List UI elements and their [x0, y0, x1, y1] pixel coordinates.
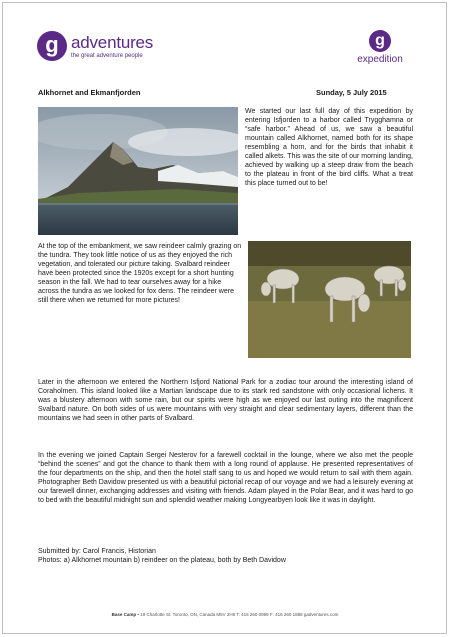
paragraph-reindeer: At the top of the embankment, we saw reindeer calmly grazing on the tundra. They took little notice of us as they enjoyed the rich vegetation, and tolerated our picture taking. Svalbard reindeer have been protected since the 1920s except for a short hunting season in the fall. We had to tear ourselves away for a hike across the tundra as we looked for fox dens. The reindeer were still there when we returned for more pictures! — [38, 243, 242, 304]
submitted-by: Submitted by: Carol Francis, Historian — [38, 548, 156, 555]
expedition-logo — [350, 30, 410, 65]
alkhornet-mountain-photo — [38, 107, 238, 235]
brand-name: adventures — [71, 32, 154, 52]
paragraph-farewell-evening: In the evening we joined Captain Sergei Nesterov for a farewell cocktail in the lounge, where we also met the people “behind the scenes” and got the chance to thank them with a long round of applause. He presented representatives of the four departments on the ship, and then the hotel staff sang to us and hoped we would return to sail with them again. Photographer Beth Davidow presented us with a beautiful pictorial recap of our voyage and we had a leisurely evening at our farewell dinner, exchanging addresses and visiting with friends. Adam played in the Polar Bear, and it was hard to go to bed with the beautiful midnight sun and splendid weather making Longyearbyen look like it was in daylight. — [38, 452, 413, 504]
footer-company: Base Camp — [111, 612, 137, 617]
footer-address: • 19 Charlotte St. Toronto, ON, Canada M5V 2H5 T: 416 260 0999 F: 416 260 1888 gadventures.com — [136, 612, 339, 617]
page-date: Sunday, 5 July 2015 — [316, 88, 387, 97]
paragraph-morning-landing: We started our last full day of this expedition by entering Isfjorden to a harbor called Trygghamna or “safe harbor.” Ahead of us, we saw a beautiful mountain called Alkhornet, named both for its shape resembling a horn, and for the birds that inhabit it called alkets. This was the site of our morning landing, achieved by walking up a steep draw from the beach to the plateau in front of the bird cliffs. What a treat this place turned out to be! — [245, 108, 413, 187]
paragraph-afternoon-zodiac: Later in the afternoon we entered the Northern Isfjord National Park for a zodiac tour around the interesting island of Coraholmen. This island looked like a Martian landscape due to its stark red sandstone with only occasional lichens. It was a blustery afternoon with some rain, but our spirits were high as we enjoyed our last outing into the magnificent Svalbard nature. On both sides of us were mountains with very straight and clear sedimentary layers, different than the mountains we had seen in other parts of Svalbard. — [38, 379, 413, 422]
reindeer-photo — [248, 241, 411, 358]
page-title: Alkhornet and Ekmanfjorden — [38, 88, 141, 97]
gadventures-logo — [37, 31, 153, 61]
g-logo-icon: g — [37, 31, 67, 61]
footer — [0, 612, 450, 617]
brand-tagline: the great adventure people — [71, 52, 143, 59]
expedition-label: expedition — [357, 54, 403, 65]
g-expedition-icon: g — [369, 30, 391, 52]
credits — [38, 547, 413, 565]
photo-credits: Photos: a) Alkhornet mountain b) reindeer on the plateau, both by Beth Davidow — [38, 557, 286, 564]
